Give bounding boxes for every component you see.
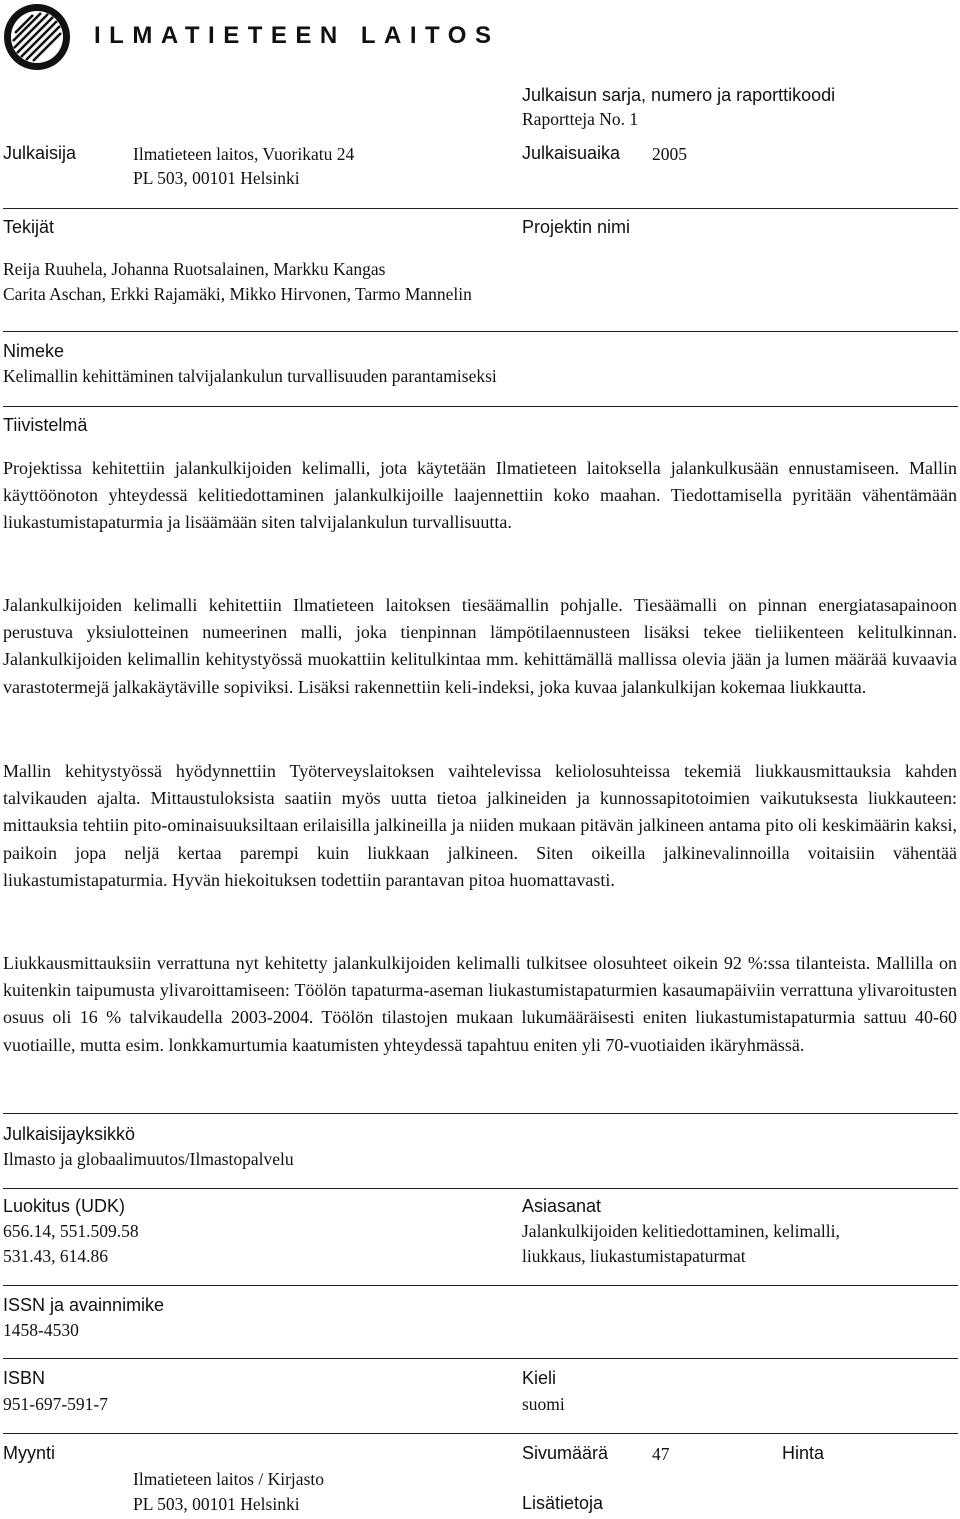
divider bbox=[3, 1285, 958, 1286]
pages-value: 47 bbox=[652, 1444, 670, 1464]
authors-label: Tekijät bbox=[3, 217, 55, 237]
language-value: suomi bbox=[522, 1394, 565, 1414]
extra-info-label: Lisätietoja bbox=[522, 1493, 604, 1513]
issn-value: 1458-4530 bbox=[3, 1320, 79, 1340]
abstract-paragraph-1: Projektissa kehitettiin jalankulkijoiden kelimalli, jota käytetään Ilmatieteen laitoksella jalankulkusään ennustamiseen. Mallin käyttöönoton yhteydessä kelitiedottaminen jalankulkijoille laajennettiin koko maahan. Tiedottamisella pyritään vähentämään liukastumistapaturmia ja lisäämään siten talvijalankulun turvallisuutta. bbox=[3, 458, 957, 533]
sales-label: Myynti bbox=[3, 1443, 56, 1463]
sales-line1: Ilmatieteen laitos / Kirjasto bbox=[133, 1469, 324, 1489]
date-value: 2005 bbox=[652, 144, 687, 164]
abstract-label: Tiivistelmä bbox=[3, 415, 88, 435]
udk-line1: 656.14, 551.509.58 bbox=[3, 1221, 139, 1241]
authors-line2: Carita Aschan, Erkki Rajamäki, Mikko Hirvonen, Tarmo Mannelin bbox=[3, 284, 472, 304]
udk-label: Luokitus (UDK) bbox=[3, 1196, 126, 1216]
divider bbox=[3, 1433, 958, 1434]
publisher-line2: PL 503, 00101 Helsinki bbox=[133, 168, 300, 188]
divider bbox=[3, 331, 958, 332]
divider bbox=[3, 1113, 958, 1114]
abstract-paragraph-3: Mallin kehitystyössä hyödynnettiin Työterveyslaitoksen vaihtelevissa keliolosuhteissa tekemiä liukkausmittauksia kahden talvikauden ajalta. Mittaustuloksista saatiin myös uutta tietoa jalkineiden ja kunnossapitotoimien vaikutuksesta liukkauteen: mittauksia tehtiin pito-ominaisuuksiltaan erilaisilla jalkineilla ja niiden mukaan pitävän jalkineen antama pito oli keskimäärin kaksi, paikoin jopa neljä kertaa parempi kuin liukkaan jalkineen. Siten oikeilla jalkinevalinnoilla voitaisiin vähentää liukastumistapaturmia. Hyvän hiekoituksen todettiin parantavan pitoa huomattavasti. bbox=[3, 761, 957, 890]
price-label: Hinta bbox=[782, 1443, 825, 1463]
issn-label: ISSN ja avainnimike bbox=[3, 1295, 165, 1315]
abstract-paragraph-2: Jalankulkijoiden kelimalli kehitettiin Ilmatieteen laitoksen tiesäämallin pohjalle. Tiesäämalli on pinnan energiatasapainoon perustuva yksiulotteinen numeerinen malli, joka tienpinnan lämpötilaennusteen lisäksi tekee tieliikenteen kelitulkinnan. Jalankulkijoiden kelimallin kehitystyössä muokattiin kelitulkintaa mm. kehittämällä mallissa olevia jään ja lumen määrää kuvaavia varastotermejä jalkakäytäville sopiviksi. Lisäksi rakennettiin keli-indeksi, joka kuvaa jalankulkijan kokemaa liukkautta. bbox=[3, 595, 957, 697]
keywords-label: Asiasanat bbox=[522, 1196, 602, 1216]
publisher-line1: Ilmatieteen laitos, Vuorikatu 24 bbox=[133, 144, 355, 164]
unit-label: Julkaisijayksikkö bbox=[3, 1124, 136, 1144]
org-logo-text: ILMATIETEEN LAITOS bbox=[94, 22, 500, 49]
org-logo-icon bbox=[3, 3, 71, 71]
publisher-label: Julkaisija bbox=[3, 143, 77, 163]
divider bbox=[3, 1358, 958, 1359]
unit-value: Ilmasto ja globaalimuutos/Ilmastopalvelu bbox=[3, 1149, 294, 1169]
isbn-value: 951-697-591-7 bbox=[3, 1394, 108, 1414]
divider bbox=[3, 406, 958, 407]
language-label: Kieli bbox=[522, 1368, 557, 1388]
authors-line1: Reija Ruuhela, Johanna Ruotsalainen, Markku Kangas bbox=[3, 259, 386, 279]
title-value: Kelimallin kehittäminen talvijalankulun turvallisuuden parantamiseksi bbox=[3, 366, 497, 386]
series-label: Julkaisun sarja, numero ja raporttikoodi bbox=[522, 85, 836, 105]
divider bbox=[3, 1188, 958, 1189]
project-label: Projektin nimi bbox=[522, 217, 631, 237]
date-label: Julkaisuaika bbox=[522, 143, 621, 163]
isbn-label: ISBN bbox=[3, 1368, 46, 1388]
abstract-paragraph-4: Liukkausmittauksiin verrattuna nyt kehitetty jalankulkijoiden kelimalli tulkitsee olosuhteet oikein 92 %:ssa tilanteista. Mallilla on kuitenkin taipumusta ylivaroittamiseen: Töölön tapaturma-aseman liukastumistapaturmien kasaumapäiviin verrattuna ylivaroitusten osuus oli 16 % talvikaudella 2003-2004. Töölön tilastojen mukaan lukumääräisesti eniten liukastumistapaturmia sattuu 40-60 vuotiaille, mutta esim. lonkkamurtumia kaatumisten yhteydessä tapahtuu eniten yli 70-vuotiaiden ikäryhmässä. bbox=[3, 953, 957, 1055]
keywords-line2: liukkaus, liukastumistapaturmat bbox=[522, 1246, 746, 1266]
keywords-line1: Jalankulkijoiden kelitiedottaminen, kelimalli, bbox=[522, 1221, 840, 1241]
udk-line2: 531.43, 614.86 bbox=[3, 1246, 108, 1266]
sales-line2: PL 503, 00101 Helsinki bbox=[133, 1494, 300, 1514]
pages-label: Sivumäärä bbox=[522, 1443, 609, 1463]
divider bbox=[3, 208, 958, 209]
org-logo bbox=[3, 3, 71, 71]
series-value: Raportteja No. 1 bbox=[522, 109, 639, 129]
title-label: Nimeke bbox=[3, 341, 65, 361]
